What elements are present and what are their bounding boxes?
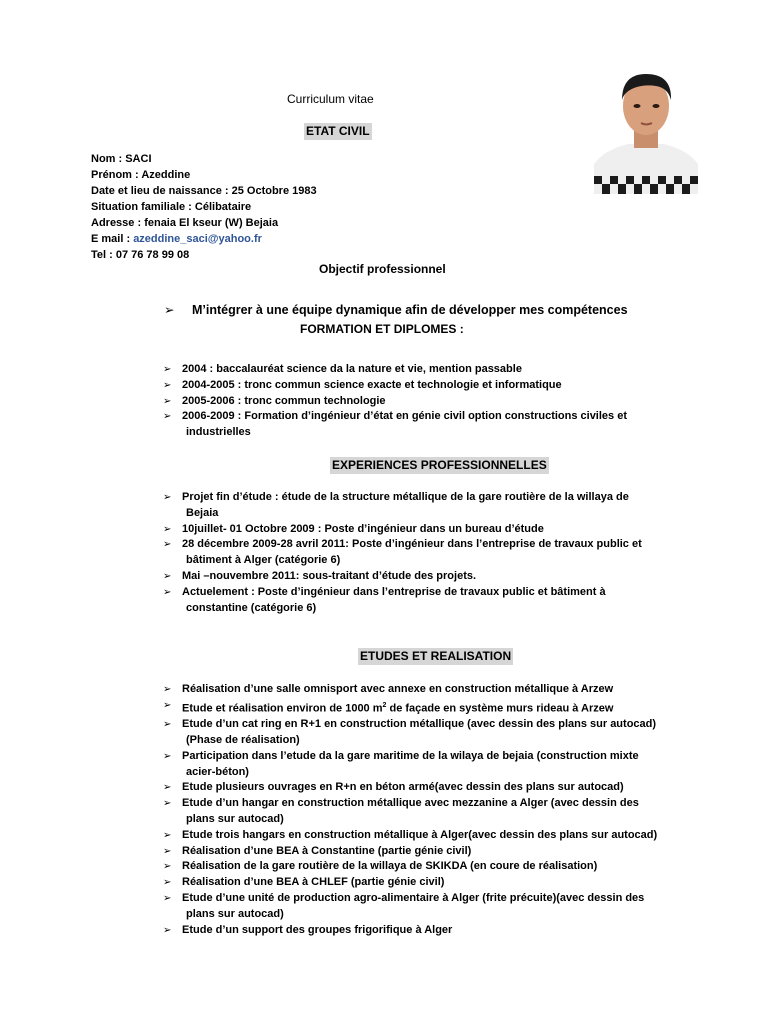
email-link[interactable]: azeddine_saci@yahoo.fr [133,233,262,245]
bullet-arrow-icon: ➢ [163,861,172,873]
objective-text: M’intégrer à une équipe dynamique afin de développer mes compétences [192,303,628,317]
item-text-continued: Bejaia [186,506,219,519]
item-text: 2004 : baccalauréat science da la nature et vie, mention passable [182,363,522,375]
bullet-arrow-icon: ➢ [163,570,172,582]
civil-naissance: Date et lieu de naissance : 25 Octobre 1983 [91,185,317,197]
bullet-arrow-icon: ➢ [164,303,175,317]
bullet-arrow-icon: ➢ [163,523,172,535]
item-text: Etude d’un support des groupes frigorifique à Alger [182,923,453,936]
list-item [163,490,673,522]
bullet-arrow-icon: ➢ [163,411,172,423]
list-item [163,717,683,749]
civil-adresse: Adresse : fenaia El kseur (W) Bejaia [91,217,279,229]
item-text: Etude d’une unité de production agro-alimentaire à Alger (frite précuite)(avec dessin des [182,892,645,905]
civil-nom: Nom : SACI [91,153,152,165]
item-text: Réalisation de la gare routière de la willaya de SKIKDA (en coure de réalisation) [182,860,598,873]
formation-list [163,362,663,441]
heading-etudes: ETUDES ET REALISATION [360,649,512,663]
list-item [163,362,663,378]
item-text: Actuelement : Poste d’ingénieur dans l’entreprise de travaux public et bâtiment à [182,585,606,598]
list-item [163,394,663,410]
heading-objectif: Objectif professionnel [319,262,446,276]
item-text: 10juillet- 01 Octobre 2009 : Poste d’ingénieur dans un bureau d’étude [182,522,544,535]
bullet-arrow-icon: ➢ [163,684,172,695]
list-item [163,585,673,617]
etudes-list [163,682,683,938]
list-item [163,780,683,796]
item-text: 2004-2005 : tronc commun science exacte et technologie et informatique [182,378,562,391]
bullet-arrow-icon: ➢ [163,364,172,375]
item-text: 28 décembre 2009-28 avril 2011: Poste d’ingénieur dans l’entreprise de travaux public et [182,538,642,551]
item-text: Mai –nouvembre 2011: sous-traitant d’étude des projets. [182,569,477,582]
email-label: E mail : [91,233,134,245]
experiences-list [163,490,673,616]
bullet-arrow-icon: ➢ [163,798,172,810]
item-text-continued: constantine (catégorie 6) [186,601,317,614]
item-text: de façade en système murs rideau à Arzew [386,702,614,715]
superscript: 2 [382,701,387,709]
bullet-arrow-icon: ➢ [163,586,172,598]
list-item [163,875,683,891]
list-item [163,844,683,860]
bullet-arrow-icon: ➢ [163,924,172,936]
item-text-continued: (Phase de réalisation) [186,734,300,747]
item-text: Réalisation d’une BEA à Constantine (partie génie civil) [182,844,472,857]
list-item [163,796,683,828]
civil-info [91,151,317,263]
document-title: Curriculum vitae [287,92,374,106]
objective-item [164,302,628,317]
bullet-arrow-icon: ➢ [163,877,172,889]
item-text: Etude d’un cat ring en R+1 en construction métallique (avec dessin des plans sur autocad) [182,718,657,731]
item-text: Etude et réalisation environ de 1000 m [182,702,383,715]
list-item [163,749,683,781]
profile-photo [594,68,698,194]
list-item [163,522,673,538]
list-item [163,378,663,394]
item-text-continued: plans sur autocad) [186,813,284,826]
item-text-continued: plans sur autocad) [186,907,284,920]
list-item [163,891,683,923]
bullet-arrow-icon: ➢ [163,750,172,762]
list-item [163,537,673,569]
list-item [163,923,683,939]
bullet-arrow-icon: ➢ [163,539,172,551]
item-text: Etude plusieurs ouvrages en R+n en béton armé(avec dessin des plans sur autocad) [182,781,624,794]
bullet-arrow-icon: ➢ [163,845,172,857]
item-text: Participation dans l’etude da la gare maritime de la wilaya de bejaia (construction mixte [182,749,639,762]
bullet-arrow-icon: ➢ [163,379,172,391]
item-text: 2006-2009 : Formation d’ingénieur d’état en génie civil option constructions civiles et [182,410,627,423]
heading-etat-civil: ETAT CIVIL [306,124,370,138]
bullet-arrow-icon: ➢ [163,782,172,794]
item-text-continued: industrielles [186,426,251,439]
civil-situation: Situation familiale : Célibataire [91,201,252,213]
item-text: Projet fin d’étude : étude de la structure métallique de la gare routière de la willaya de [182,491,629,503]
bullet-arrow-icon: ➢ [163,829,172,841]
bullet-arrow-icon: ➢ [163,492,172,503]
bullet-arrow-icon: ➢ [163,719,172,731]
list-item [163,569,673,585]
list-item [163,859,683,875]
list-item [163,698,683,717]
item-text: Réalisation d’une BEA à CHLEF (partie génie civil) [182,876,445,889]
portrait-illustration [594,68,698,194]
bullet-arrow-icon: ➢ [163,893,172,905]
item-text-continued: acier-béton) [186,765,249,778]
list-item [163,828,683,844]
item-text: Réalisation d’une salle omnisport avec annexe en construction métallique à Arzew [182,683,614,695]
heading-experiences: EXPERIENCES PROFESSIONNELLES [332,458,547,472]
bullet-arrow-icon: ➢ [163,395,172,407]
civil-email-row [91,231,317,247]
item-text: Etude trois hangars en construction métallique à Alger(avec dessin des plans sur autocad) [182,828,658,841]
civil-prenom: Prénom : Azeddine [91,169,191,181]
bullet-arrow-icon: ➢ [163,699,172,711]
item-text-continued: bâtiment à Alger (catégorie 6) [186,554,341,567]
heading-formation: FORMATION ET DIPLOMES : [300,322,464,336]
item-text: Etude d’un hangar en construction métallique avec mezzanine a Alger (avec dessin des [182,797,639,810]
list-item [163,682,683,698]
list-item [163,409,663,441]
civil-tel: Tel : 07 76 78 99 08 [91,249,190,261]
item-text: 2005-2006 : tronc commun technologie [182,394,386,407]
